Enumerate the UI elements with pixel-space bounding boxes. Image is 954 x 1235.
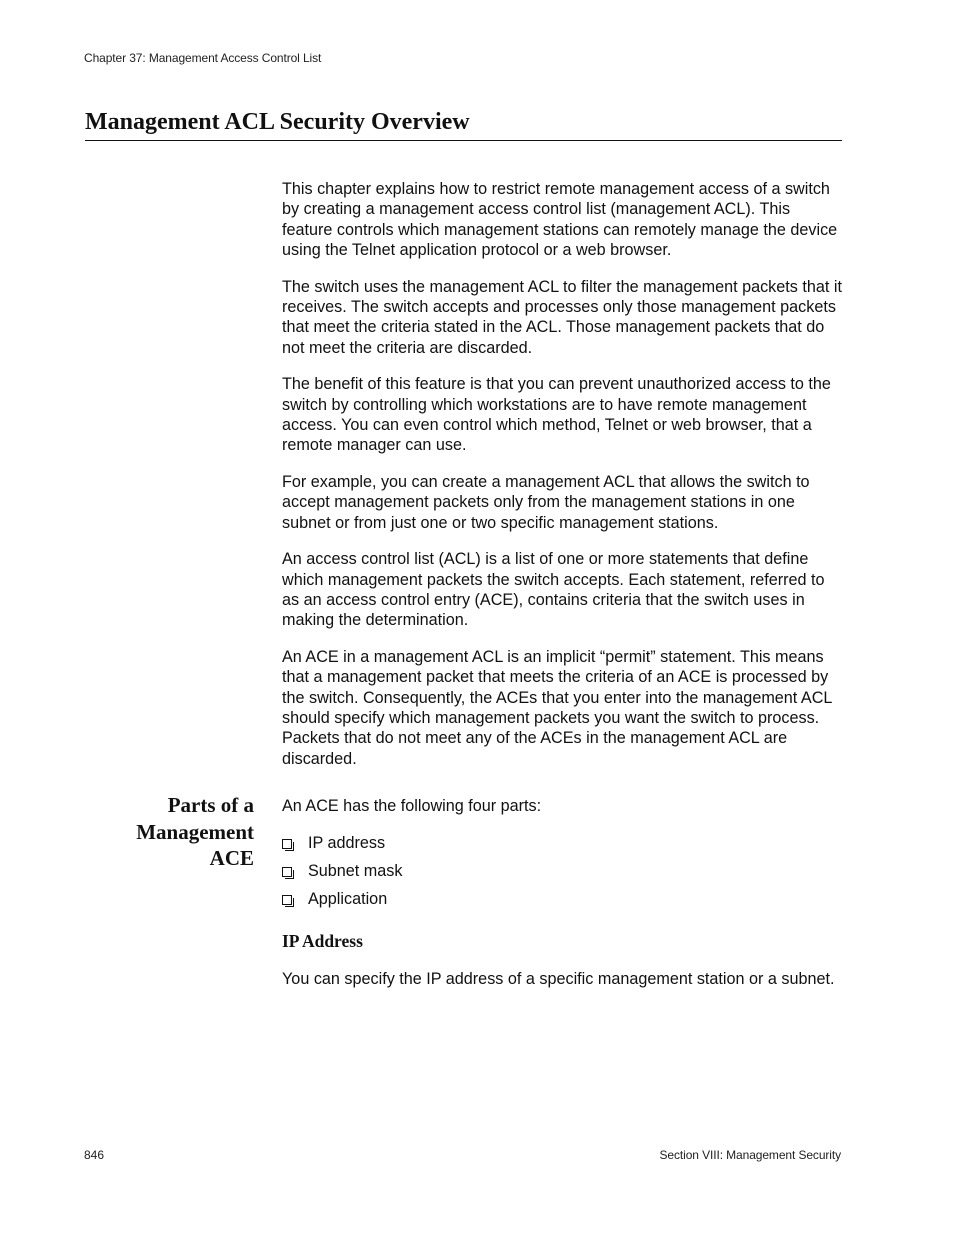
intro-body <box>282 179 844 785</box>
section-heading-parts-of-ace <box>100 792 254 872</box>
list-item-label: Subnet mask <box>308 862 403 881</box>
list-item <box>282 833 844 861</box>
intro-paragraph-5: An access control list (ACL) is a list of one or more statements that define which management packets the switch accepts. Each statement, referred to as an access control entry (ACE), contains criteria that the switch uses in making the determination. <box>282 550 825 630</box>
section-heading-line-2: Management <box>136 819 254 844</box>
section-heading-line-3: ACE <box>209 846 254 870</box>
list-item <box>282 861 844 889</box>
page-number: 846 <box>84 1148 105 1162</box>
intro-paragraph-6: An ACE in a management ACL is an implicit “permit” statement. This means that a management packet that meets the criteria of an ACE is processed by the switch. Consequently, the ACEs that you enter into the management ACL should specify which management packets you want the switch to process. Packets that do not meet any of the ACEs in the management ACL are discarded. <box>282 648 832 768</box>
list-item <box>282 889 844 917</box>
ip-address-subheading: IP Address <box>282 931 363 952</box>
list-item-label: IP address <box>308 834 386 853</box>
section-heading-line-1: Parts of a <box>167 793 254 817</box>
chapter-title: Management ACL Security Overview <box>85 106 842 141</box>
box-bullet-icon <box>282 839 292 849</box>
intro-paragraph-3: The benefit of this feature is that you can prevent unauthorized access to the switch by controlling which workstations are to have remote management access. You can even control which method, Telnet or web browser, that a remote manager can use. <box>282 375 831 455</box>
ip-address-text: You can specify the IP address of a specific management station or a subnet. <box>282 970 835 989</box>
intro-paragraph-2: The switch uses the management ACL to filter the management packets that it receives. The switch accepts and processes only those management packets that meet the criteria stated in the ACL. Those management packets that do not meet the criteria are discarded. <box>282 277 842 357</box>
running-header: Chapter 37: Management Access Control List <box>84 51 322 65</box>
ace-lead-text: An ACE has the following four parts: <box>282 797 542 815</box>
box-bullet-icon <box>282 867 292 877</box>
ace-section-body <box>282 796 844 990</box>
list-item-label: Application <box>308 890 388 909</box>
intro-paragraph-1: This chapter explains how to restrict remote management access of a switch by creating a management access control list (management ACL). This feature controls which management stations can remotely manage the device using the Telnet application protocol or a web browser. <box>282 180 838 259</box>
intro-paragraph-4: For example, you can create a management ACL that allows the switch to accept management packets only from the management stations in one subnet or from just one or two specific management stations. <box>282 473 810 532</box>
box-bullet-icon <box>282 895 292 905</box>
ace-parts-list <box>282 833 844 917</box>
footer-section-title: Section VIII: Management Security <box>659 1148 841 1162</box>
